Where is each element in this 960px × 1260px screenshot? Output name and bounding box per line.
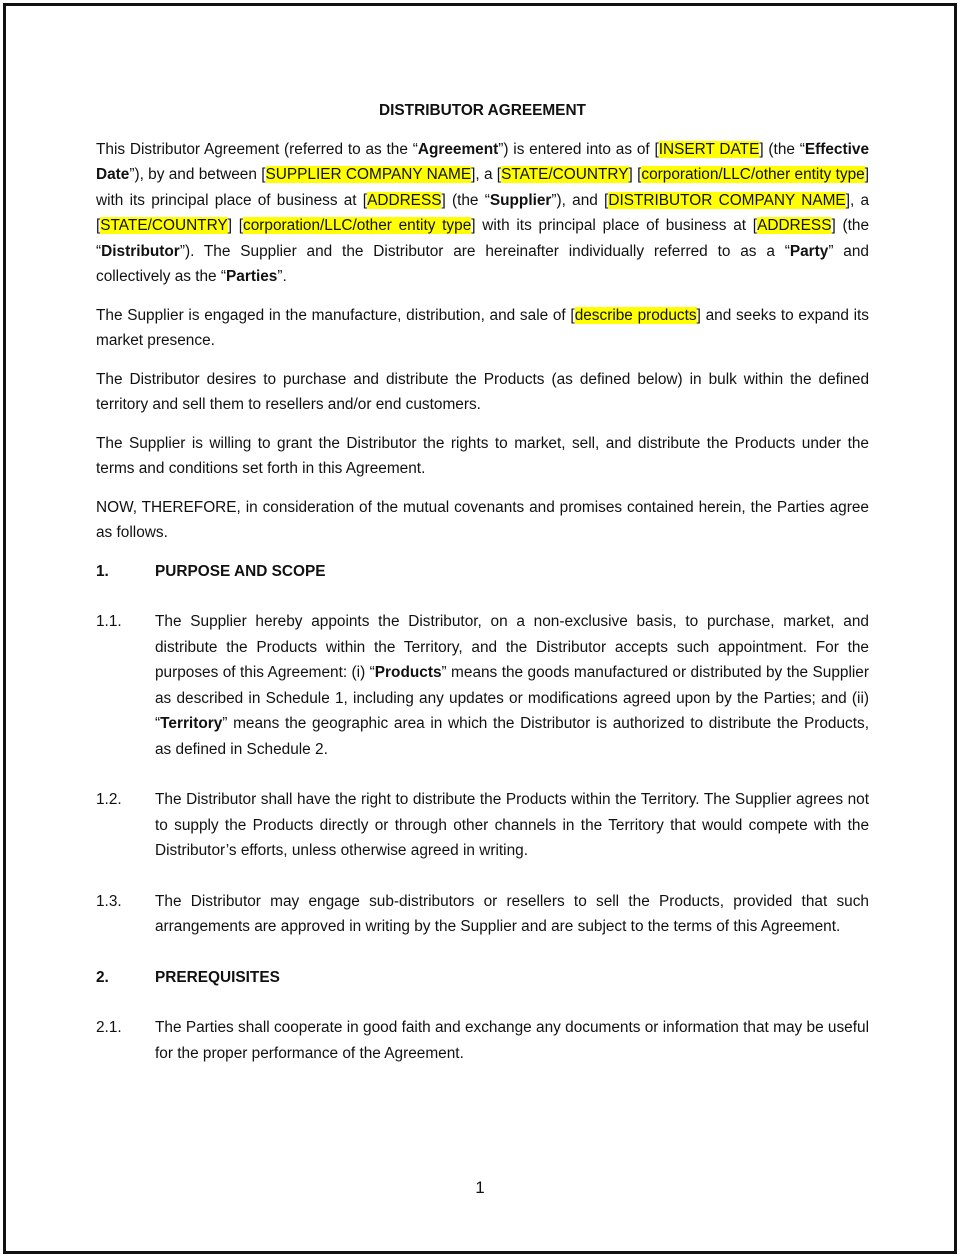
defined-term-parties: Parties [226,268,278,285]
placeholder-entity-type: corporation/LLC/other entity type [641,166,865,183]
clause-text [155,609,869,762]
document-body [96,98,869,1091]
defined-term-party: Party [789,242,829,260]
clause-text-part: ” means the geographic area in which the Distributor is authorized to distribute the Products, as defined in Schedule 2. [155,715,869,758]
clause-number: 2.1. [96,1019,122,1036]
section-title: PREREQUISITES [155,968,280,986]
recital-paragraph-4: NOW, THEREFORE, in consideration of the mutual covenants and promises contained herein, the Parties agree as follows. [96,498,869,541]
clause-1-2 [96,787,869,864]
intro-paragraph [96,137,869,290]
clause-2-1 [96,1015,869,1066]
clause-number: 1.2. [96,791,122,808]
clause-text: The Parties shall cooperate in good faith and exchange any documents or information that may be useful for the proper performance of the Agreement. [155,1019,869,1062]
recital-paragraph-1 [96,303,869,354]
defined-term-distributor: Distributor [101,242,180,260]
recital-paragraph-2: The Distributor desires to purchase and distribute the Products (as defined below) in bulk within the defined territory and sell them to resellers and/or end customers. [96,370,869,413]
intro-text: ] with its principal place of business at [ [471,217,758,234]
defined-term-territory: Territory [160,715,223,732]
placeholder-describe-products: describe products [574,306,697,324]
clause-text-part: The Supplier hereby appoints the Distributor, on a non-exclusive basis, to purchase, market, and distribute the Products within the Territory, and the Distributor accepts such appointment. For the purposes of this Agreement: (i) “ [155,613,869,681]
intro-text: ], a [ [471,166,502,183]
document-page [3,3,957,1254]
section-number: 2. [96,968,109,986]
section-heading-2 [96,965,869,991]
clause-text-part: ” means the goods manufactured or distributed by the Supplier as described in Schedule 1, including any updates or modifications agreed upon by the Parties; and (ii) “ [155,664,869,732]
clause-1-3 [96,889,869,940]
placeholder-address: ADDRESS [757,217,832,234]
placeholder-state-country: STATE/COUNTRY [100,217,228,234]
placeholder-supplier-company-name: SUPPLIER COMPANY NAME [265,166,472,183]
clause-1-1 [96,609,869,762]
recital-paragraph-3: The Supplier is willing to grant the Distributor the rights to market, sell, and distribute the Products under the terms and conditions set forth in this Agreement. [96,434,869,477]
intro-text: This Distributor Agreement (referred to as the “ [96,140,418,158]
intro-text: ”). The Supplier and the Distributor are hereinafter individually referred to as a “ [179,242,790,260]
section-number: 1. [96,562,109,580]
clause-number: 1.3. [96,892,122,910]
intro-text: ” and collectively as the “ [96,242,869,285]
placeholder-entity-type: corporation/LLC/other entity type [243,217,472,234]
intro-text: ] (the “ [759,140,805,158]
recital-text: The Supplier is engaged in the manufacture, distribution, and sale of [ [96,306,575,324]
intro-text: ] with its principal place of business at [ [96,166,869,209]
intro-text: ”), and [ [551,191,609,209]
intro-text: ] (the “ [441,191,490,209]
defined-term-agreement: Agreement [417,140,499,158]
recital-text: ] and seeks to expand its market presence. [96,306,870,349]
clause-text: The Distributor may engage sub-distributors or resellers to sell the Products, provided that such arrangements are approved in writing by the Supplier and are subject to the terms of this Agreement. [155,892,869,935]
placeholder-insert-date: INSERT DATE [658,140,760,158]
page-number: 1 [475,1178,485,1197]
placeholder-address: ADDRESS [367,191,442,209]
intro-text: ”) is entered into as of [ [498,140,659,158]
placeholder-distributor-company-name: DISTRIBUTOR COMPANY NAME [608,191,846,209]
intro-text: ] (the “ [96,217,870,260]
defined-term-effective-date: Effective Date [96,140,870,183]
clause-number: 1.1. [96,613,122,630]
intro-text: ”. [277,268,287,285]
clause-text: The Distributor shall have the right to distribute the Products within the Territory. The Supplier agrees not to supply the Products directly or through other channels in the Territory that would compete with the Distributor’s efforts, unless otherwise agreed in writing. [155,791,869,859]
section-title: PURPOSE AND SCOPE [155,562,326,580]
defined-term-supplier: Supplier [489,191,552,209]
intro-text: ], a [ [96,191,870,234]
intro-text: ”), by and between [ [129,166,266,183]
placeholder-state-country: STATE/COUNTRY [501,166,629,183]
intro-text: ] [ [227,217,244,234]
document-title: DISTRIBUTOR AGREEMENT [379,102,586,119]
section-heading-1 [96,559,869,585]
intro-text: ] [ [628,166,642,183]
defined-term-products: Products [374,664,442,681]
